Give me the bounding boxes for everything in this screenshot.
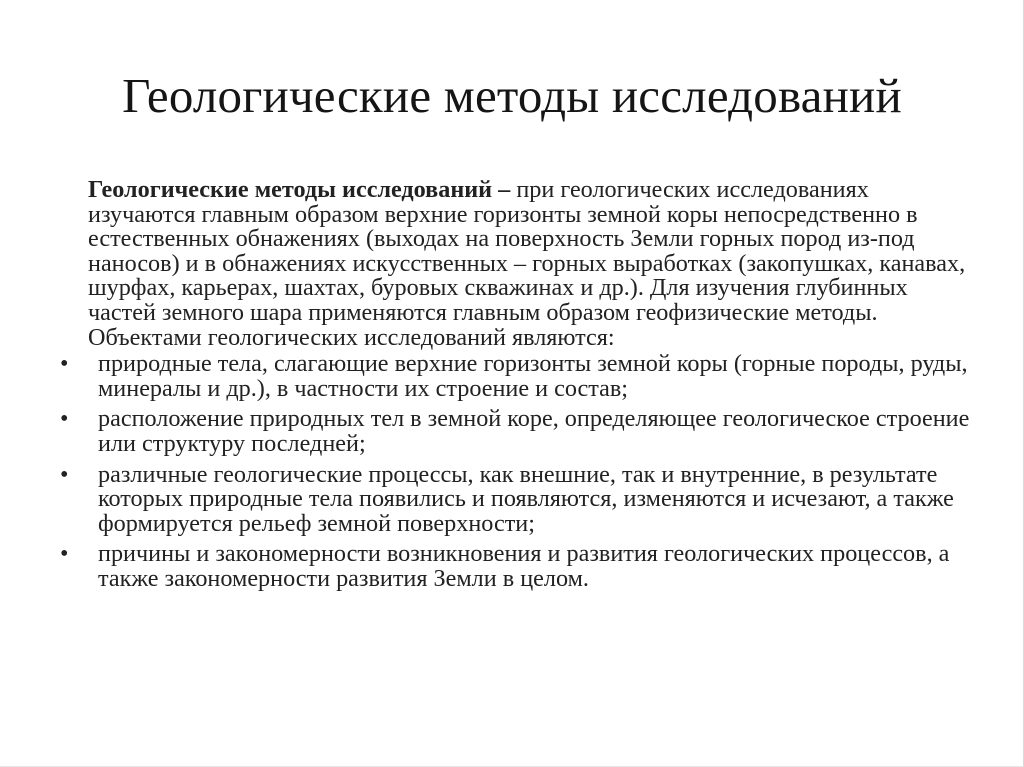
slide-title: Геологические методы исследований bbox=[122, 68, 902, 123]
bullet-text: различные геологические процессы, как внешние, так и внутренние, в результате которых природные тела появились и появляются, изменяются и исчезают, а также формируется рельеф земной поверхности; bbox=[98, 460, 954, 537]
bullet-text: природные тела, слагающие верхние горизонты земной коры (горные породы, руды, минералы и др.), в частности их строение и состав; bbox=[98, 350, 968, 402]
bullet-item bbox=[60, 542, 980, 591]
bullet-marker: • bbox=[60, 350, 69, 378]
slide-body bbox=[60, 176, 980, 598]
bullet-marker: • bbox=[60, 540, 69, 568]
bullet-marker: • bbox=[60, 405, 69, 433]
bullet-marker: • bbox=[60, 460, 69, 488]
bullet-item bbox=[60, 407, 980, 456]
intro-lead-term: Геологические методы исследований bbox=[88, 176, 493, 203]
intro-paragraph bbox=[88, 178, 980, 350]
intro-dash: – bbox=[492, 176, 517, 203]
bullet-text: причины и закономерности возникновения и развития геологических процессов, а также закономерности развития Земли в целом. bbox=[98, 540, 950, 592]
bullet-list bbox=[60, 352, 980, 591]
intro-text: при геологических исследованиях изучаются главным образом верхние горизонты земной коры непосредственно в естественных обнажениях (выходах на поверхность Земли горных пород из-под наносов) и в обнажениях искусственных – горных выработках (закопушках, канавах, шурфах, карьерах, шахтах, буровых скважинах и др.). Для изучения глубинных частей земного шара применяются главным образом геофизические методы. Объектами геологических исследований являются: bbox=[88, 176, 966, 351]
bullet-item bbox=[60, 352, 980, 401]
bullet-item bbox=[60, 460, 980, 537]
bullet-text: расположение природных тел в земной коре, определяющее геологическое строение или структуру последней; bbox=[98, 405, 970, 457]
